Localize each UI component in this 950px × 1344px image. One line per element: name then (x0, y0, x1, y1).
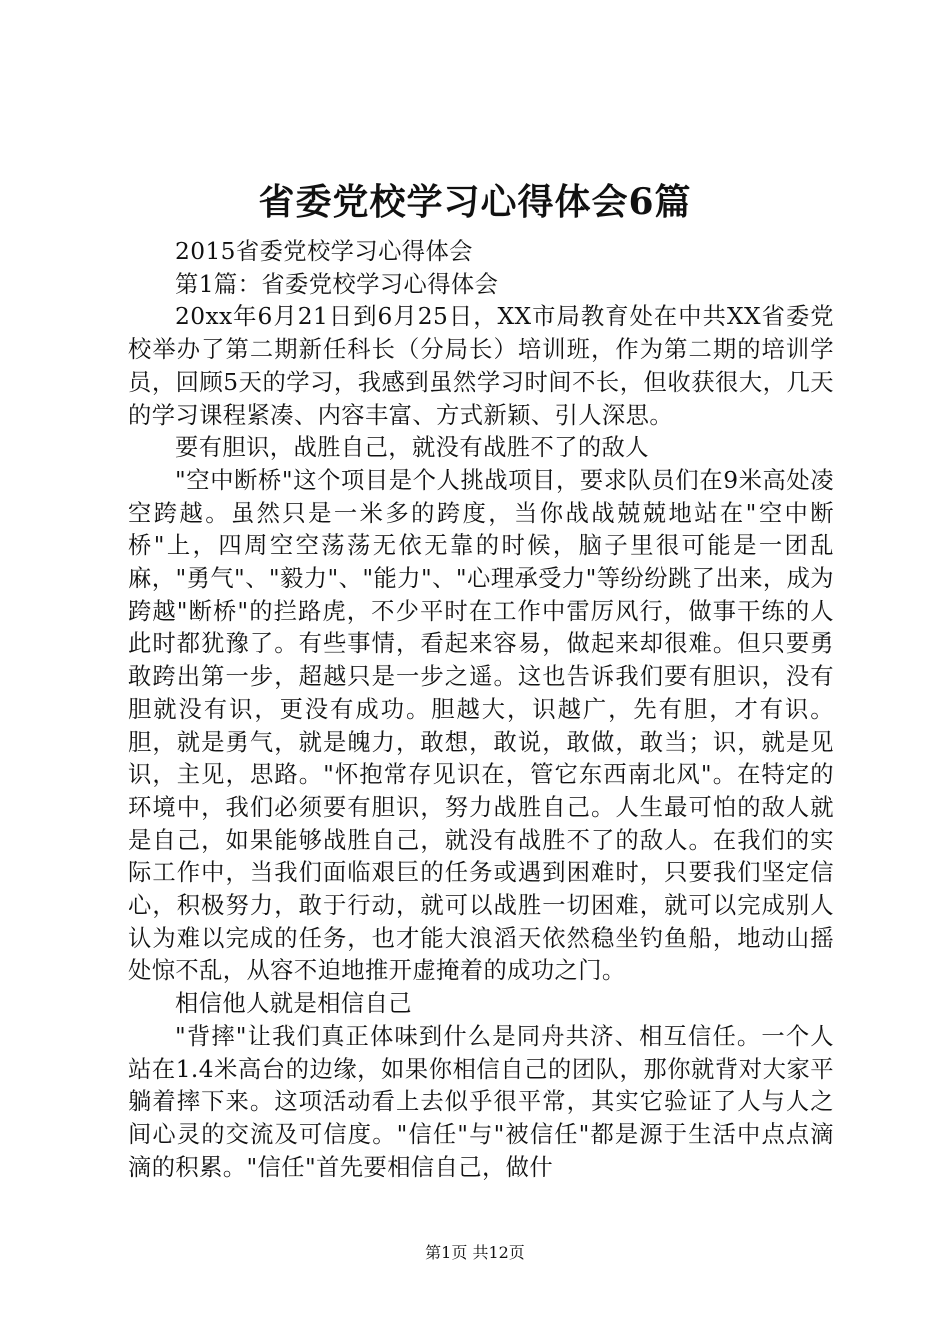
body-paragraph: "背摔"让我们真正体味到什么是同舟共济、相互信任。一个人站在1.4米高台的边缘，如果你相信自己的团队，那你就背对大家平躺着摔下来。这项活动看上去似乎很平常，其实它验证了人与人之间心灵的交流及可信度。"信任"与"被信任"都是源于生活中点点滴滴的积累。"信任"首先要相信自己，做什 (128, 1022, 834, 1181)
chapter-heading: 第1篇：省委党校学习心得体会 (175, 270, 499, 298)
document-title: 省委党校学习心得体会6篇 (258, 181, 692, 223)
section-heading: 要有胆识，战胜自己，就没有战胜不了的敌人 (175, 434, 649, 462)
section-heading: 相信他人就是相信自己 (175, 990, 412, 1018)
body-paragraph: 20xx年6月21日到6月25日，XX市局教育处在中共XX省委党校举办了第二期新任科长（分局长）培训班，作为第二期的培训学员，回顾5天的学习，我感到虽然学习时间不长，但收获很大，几天的学习课程紧凑、内容丰富、方式新颖、引人深思。 (128, 303, 834, 429)
page-footer: 第1页 共12页 (425, 1243, 525, 1262)
subtitle-paragraph: 2015省委党校学习心得体会 (175, 238, 473, 265)
body-paragraph: "空中断桥"这个项目是个人挑战项目，要求队员们在9米高处凌空跨越。虽然只是一米多的跨度，当你战战兢兢地站在"空中断桥"上，四周空空荡荡无依无靠的时候，脑子里很可能是一团乱麻，"勇气"、"毅力"、"能力"、"心理承受力"等纷纷跳了出来，成为跨越"断桥"的拦路虎，不少平时在工作中雷厉风行，做事干练的人此时都犹豫了。有些事情，看起来容易，做起来却很难。但只要勇敢跨出第一步，超越只是一步之遥。这也告诉我们要有胆识，没有胆就没有识，更没有成功。胆越大，识越广，先有胆，才有识。胆，就是勇气，就是魄力，敢想，敢说，敢做，敢当；识，就是见识，主见，思路。"怀抱常存见识在，管它东西南北风"。在特定的环境中，我们必须要有胆识，努力战胜自己。人生最可怕的敌人就是自己，如果能够战胜自己，就没有战胜不了的敌人。在我们的实际工作中，当我们面临艰巨的任务或遇到困难时，只要我们坚定信心，积极努力，敢于行动，就可以战胜一切困难，就可以完成别人认为难以完成的任务，也才能大浪滔天依然稳坐钓鱼船，地动山摇处惊不乱，从容不迫地推开虚掩着的成功之门。 (128, 466, 834, 985)
document-body (128, 236, 834, 1184)
